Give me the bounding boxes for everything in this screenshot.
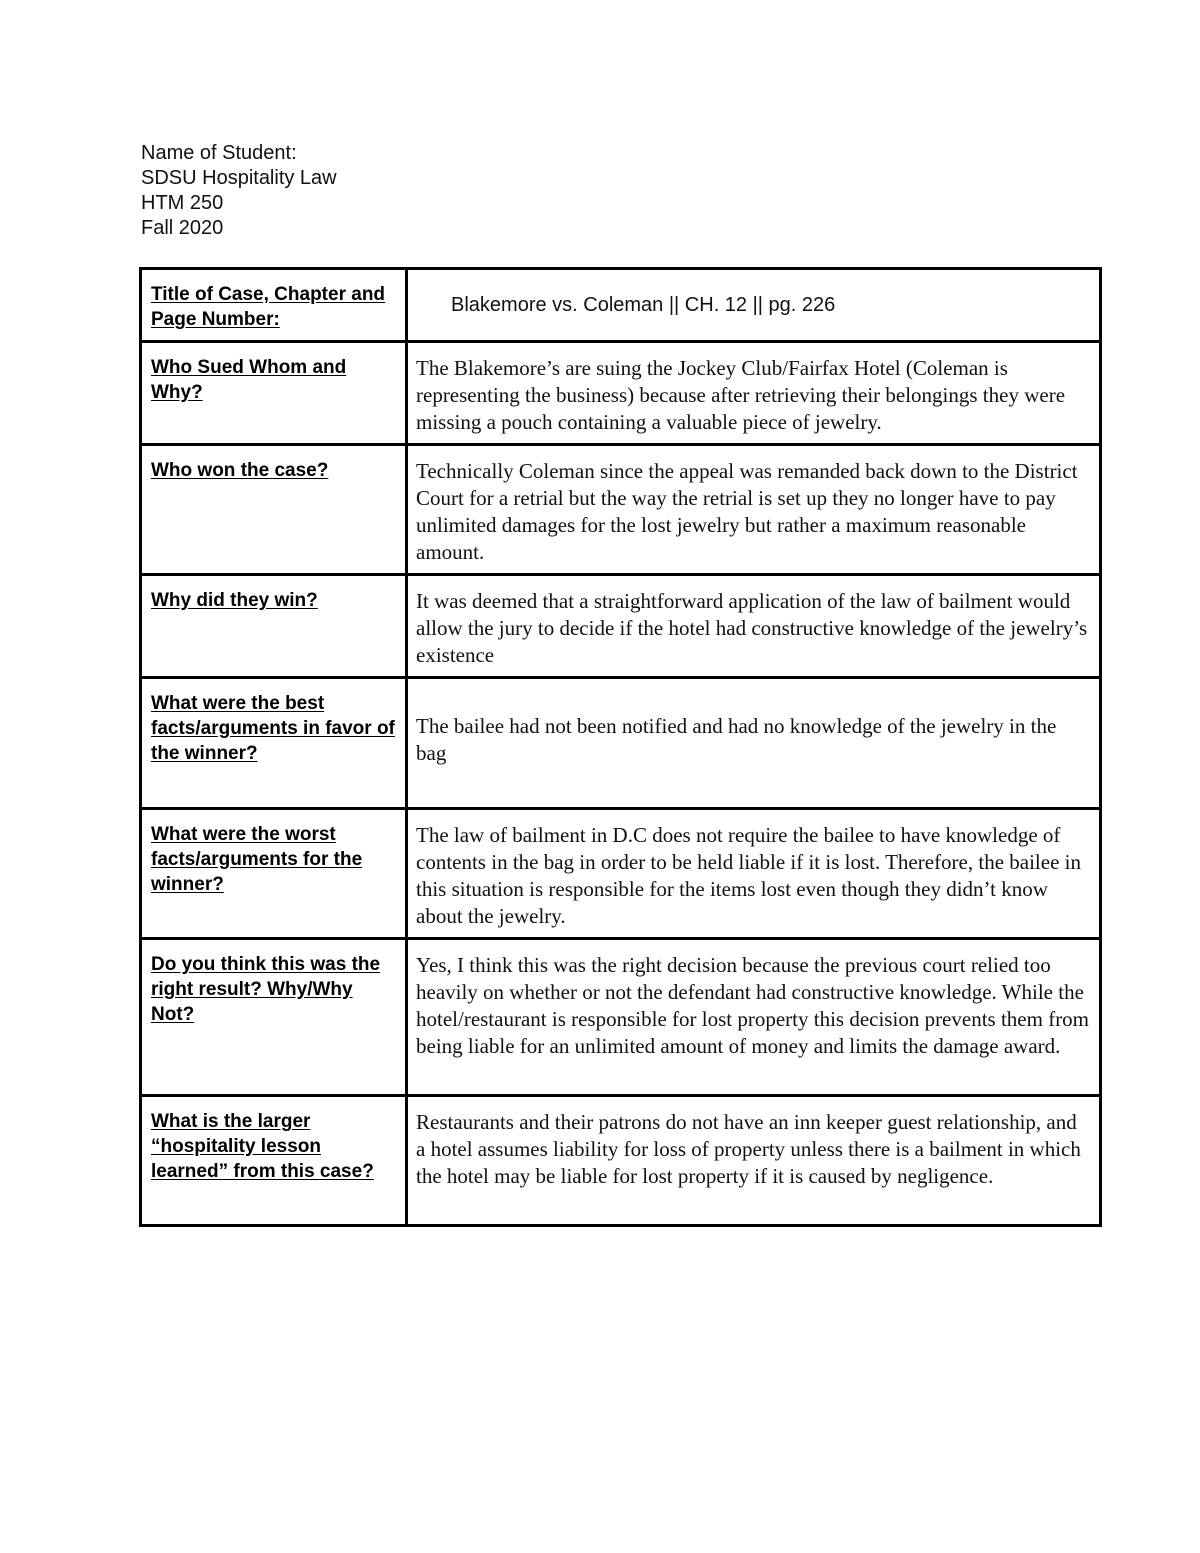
table-row-best-facts — [141, 678, 1101, 809]
document-header — [141, 141, 337, 241]
row-question: What were the best facts/arguments in favor of the winner? — [141, 678, 407, 809]
row-answer: The bailee had not been notified and had no knowledge of the jewelry in the bag — [407, 678, 1101, 809]
row-question: Who Sued Whom and Why? — [141, 342, 407, 445]
student-name-label: Name of Student: — [141, 142, 297, 164]
row-answer: Yes, I think this was the right decision because the previous court relied too heavily on whether or not the defendant had constructive knowledge. While the hotel/restaurant is responsible for lost property this decision prevents them from being liable for an unlimited amount of money and limits the damage award. — [407, 939, 1101, 1096]
row-question: Why did they win? — [141, 575, 407, 678]
row-answer: The law of bailment in D.C does not require the bailee to have knowledge of contents in the bag in order to be held liable if it is lost. Therefore, the bailee in this situation is responsible for the items lost even though they didn’t know about the jewelry. — [407, 809, 1101, 939]
table-row-title — [141, 269, 1101, 342]
table-row-why-win — [141, 575, 1101, 678]
course-code: HTM 250 — [141, 192, 224, 214]
row-question: What is the larger “hospitality lesson learned” from this case? — [141, 1096, 407, 1226]
case-brief-table — [139, 267, 1102, 1227]
table-row-worst-facts — [141, 809, 1101, 939]
row-question: Who won the case? — [141, 445, 407, 575]
row-question: Do you think this was the right result? Why/Why Not? — [141, 939, 407, 1096]
row-question: What were the worst facts/arguments for the winner? — [141, 809, 407, 939]
table-row-who-sued — [141, 342, 1101, 445]
row-question: Title of Case, Chapter and Page Number: — [141, 269, 407, 342]
table-row-right-result — [141, 939, 1101, 1096]
term: Fall 2020 — [141, 217, 224, 239]
course-name: SDSU Hospitality Law — [141, 167, 337, 189]
row-answer: Restaurants and their patrons do not have an inn keeper guest relationship, and a hotel assumes liability for loss of property unless there is a bailment in which the hotel may be liable for lost property if it is caused by negligence. — [407, 1096, 1101, 1226]
row-answer: It was deemed that a straightforward application of the law of bailment would allow the jury to decide if the hotel had constructive knowledge of the jewelry’s existence — [407, 575, 1101, 678]
table-row-who-won — [141, 445, 1101, 575]
row-answer: Blakemore vs. Coleman || CH. 12 || pg. 226 — [407, 269, 1101, 342]
row-answer: The Blakemore’s are suing the Jockey Club/Fairfax Hotel (Coleman is representing the business) because after retrieving their belongings they were missing a pouch containing a valuable piece of jewelry. — [407, 342, 1101, 445]
table-row-lesson — [141, 1096, 1101, 1226]
row-answer: Technically Coleman since the appeal was remanded back down to the District Court for a retrial but the way the retrial is set up they no longer have to pay unlimited damages for the lost jewelry but rather a maximum reasonable amount. — [407, 445, 1101, 575]
